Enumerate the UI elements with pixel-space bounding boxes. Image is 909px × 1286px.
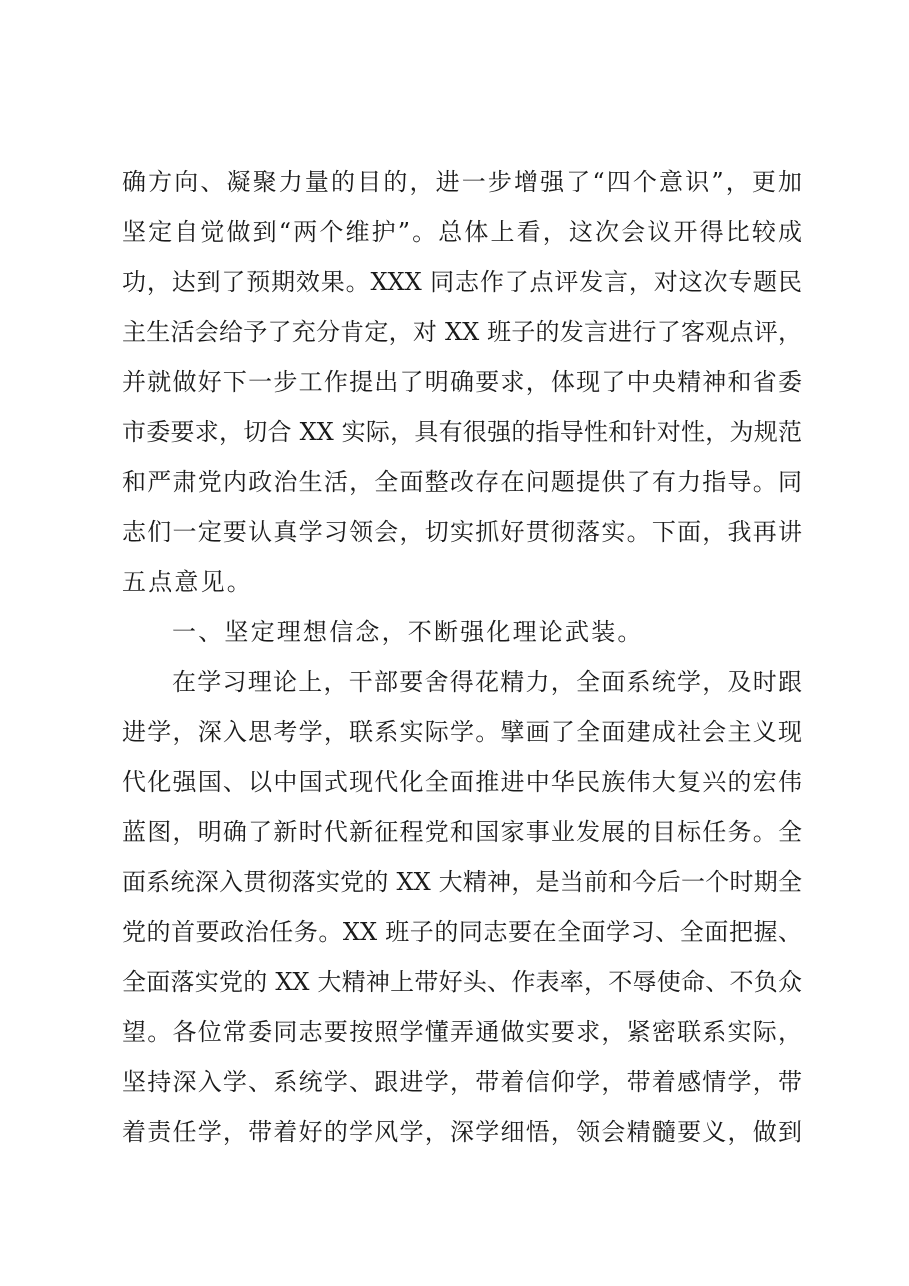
text-line: 并就做好下一步工作提出了明确要求，体现了中央精神和省委 [122,368,802,396]
text-line: 全面落实党的 XX 大精神上带好头、作表率，不辱使命、不负众 [122,968,802,996]
text-line: 面系统深入贯彻落实党的 XX 大精神，是当前和今后一个时期全 [122,868,802,896]
text-line: 和严肃党内政治生活，全面整改存在问题提供了有力指导。同 [122,468,802,496]
text-line: 功，达到了预期效果。XXX 同志作了点评发言，对这次专题民 [122,268,802,296]
text-line: 五点意见。 [122,568,253,596]
text-line: 志们一定要认真学习领会，切实抓好贯彻落实。下面，我再讲 [122,518,802,546]
text-line: 主生活会给予了充分肯定，对 XX 班子的发言进行了客观点评， [122,318,802,346]
text-line: 坚定自觉做到“两个维护”。总体上看，这次会议开得比较成 [122,218,802,246]
text-line: 市委要求，切合 XX 实际，具有很强的指导性和针对性，为规范 [122,418,802,446]
text-line: 望。各位常委同志要按照学懂弄通做实要求，紧密联系实际， [122,1018,802,1046]
text-line: 在学习理论上，干部要舍得花精力，全面系统学，及时跟 [172,668,802,696]
text-line: 代化强国、以中国式现代化全面推进中华民族伟大复兴的宏伟 [122,768,802,796]
text-line: 确方向、凝聚力量的目的，进一步增强了“四个意识”，更加 [122,168,802,196]
text-line: 进学，深入思考学，联系实际学。擘画了全面建成社会主义现 [122,718,802,746]
section-heading: 一、坚定理想信念，不断强化理论武装。 [172,618,644,646]
text-line: 蓝图，明确了新时代新征程党和国家事业发展的目标任务。全 [122,818,802,846]
text-line: 党的首要政治任务。XX 班子的同志要在全面学习、全面把握、 [122,918,802,946]
text-line: 着责任学，带着好的学风学，深学细悟，领会精髓要义，做到 [122,1118,802,1146]
text-line: 坚持深入学、系统学、跟进学，带着信仰学，带着感情学，带 [122,1068,802,1096]
